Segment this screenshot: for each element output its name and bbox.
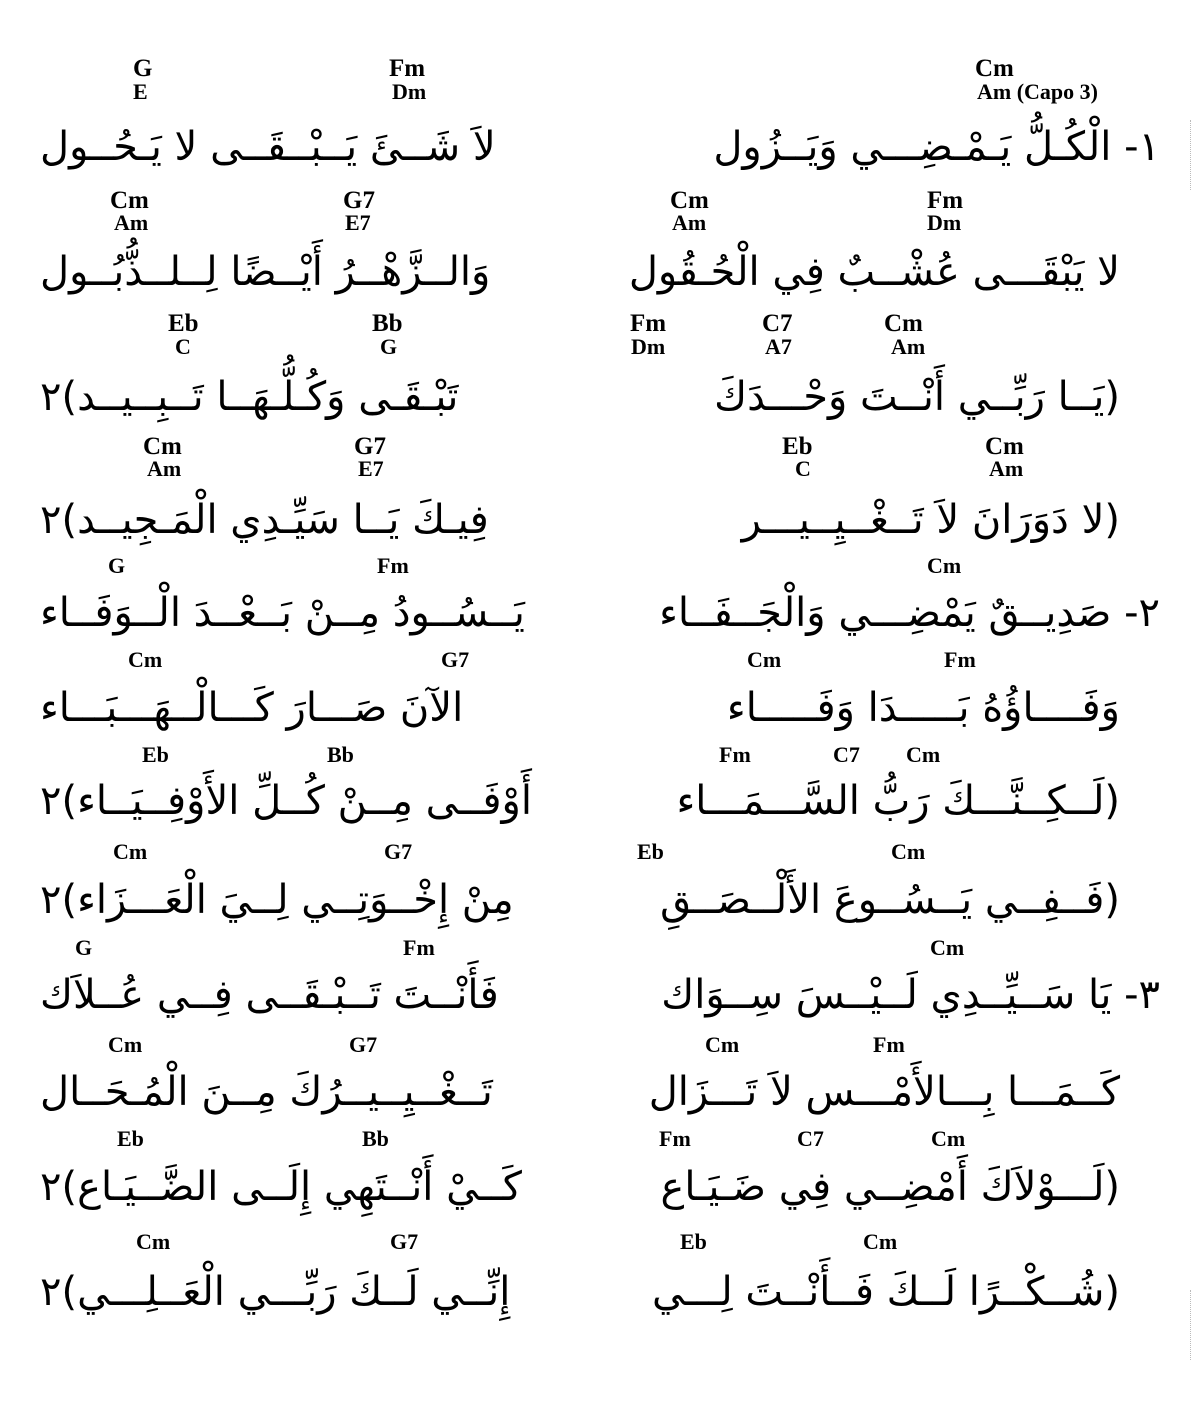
chord: Bb bbox=[372, 310, 403, 337]
lyric-line: الآنَ صَـــارَ كَـــالْــهَـــبَـــاء bbox=[40, 685, 464, 731]
scan-mark bbox=[1190, 120, 1191, 190]
chord-alt: E7 bbox=[345, 210, 371, 235]
chord: Cm bbox=[143, 433, 182, 460]
chord: Fm bbox=[377, 553, 409, 578]
chord: Fm bbox=[630, 310, 667, 337]
chord-alt: E bbox=[133, 79, 148, 104]
chord-alt: G bbox=[380, 334, 398, 359]
chord: Eb bbox=[142, 742, 169, 767]
chord-alt: C bbox=[795, 456, 811, 481]
lyric-line: لا يَبْقَـــى عُشْــبٌ فِي الْحُـقُول bbox=[628, 249, 1120, 295]
lyric-line: كَــيْ أَنْــتَهِي إِلَــى الضَّــيَـاع)٢ bbox=[40, 1164, 522, 1210]
chord: G7 bbox=[354, 433, 386, 460]
chord: Bb bbox=[327, 742, 354, 767]
chord-alt: Am bbox=[147, 456, 182, 481]
chord: G bbox=[75, 935, 93, 960]
chord: G bbox=[133, 55, 153, 82]
chord: Eb bbox=[680, 1229, 707, 1254]
lyric-line: (يَــا رَبِّــي أَنْــتَ وَحْـــدَكَ bbox=[714, 374, 1120, 420]
lyric-line: أَوْفَــى مِــنْ كُــلِّ الأَوْفِــيَــاء)٢ bbox=[40, 778, 532, 824]
chord: Cm bbox=[930, 935, 965, 960]
chord-alt: E7 bbox=[358, 456, 384, 481]
chord: Cm bbox=[891, 839, 926, 864]
chord: G7 bbox=[390, 1229, 419, 1254]
lyric-line: ٢- صَدِيــقٌ يَمْضِـــي وَالْجَــفَــاء bbox=[659, 590, 1160, 636]
chord: Cm bbox=[113, 839, 148, 864]
chord: Eb bbox=[168, 310, 199, 337]
chord: Cm bbox=[975, 55, 1014, 82]
chord-alt: A7 bbox=[765, 334, 792, 359]
lyric-line: مِنْ إِخْــوَتِــي لِــيَ الْعَـــزَاء)٢ bbox=[40, 877, 514, 923]
lyric-line: (فَــفِــي يَــسُــوعَ الأَلْــصَــقِ bbox=[660, 877, 1120, 923]
chord-alt: Am bbox=[672, 210, 707, 235]
chord: Cm bbox=[670, 187, 709, 214]
chord: Cm bbox=[985, 433, 1024, 460]
chord: Fm bbox=[927, 187, 964, 214]
lyric-line: (شُــكْــرًا لَــكَ فَــأَنْــتَ لِـــي bbox=[651, 1269, 1120, 1315]
lyric-line: إِنِّــي لَــكَ رَبِّـــي الْعَــلِـــي)٢ bbox=[40, 1269, 511, 1315]
chord: Fm bbox=[389, 55, 426, 82]
lyric-line: وَالــزَّهْــرُ أَيْــضًا لِــلــذُّبُــول bbox=[40, 249, 491, 295]
lyric-line: لاَ شَــئَ يَــبْــقَــى لا يَـحُــول bbox=[40, 124, 496, 170]
chord: Cm bbox=[110, 187, 149, 214]
lyric-line: يَــسُــودُ مِــنْ بَــعْــدَ الْــوَفَــاء bbox=[40, 590, 525, 636]
chord-alt: Dm bbox=[631, 334, 666, 359]
chord: Cm bbox=[705, 1032, 740, 1057]
chord: G7 bbox=[343, 187, 375, 214]
chord-alt: Am bbox=[891, 334, 926, 359]
chord: Fm bbox=[659, 1126, 691, 1151]
lyric-line: كَــمَـــا بِـــالأَمْـــس لاَ تَـــزَال bbox=[648, 1069, 1120, 1115]
chord: Cm bbox=[863, 1229, 898, 1254]
chord: C7 bbox=[833, 742, 860, 767]
chord: Cm bbox=[108, 1032, 143, 1057]
lyric-line: وَفَــــاؤُهُ بَـــــدَا وَفَـــــاء bbox=[726, 685, 1120, 731]
chord: Fm bbox=[873, 1032, 905, 1057]
scan-mark bbox=[1190, 1290, 1191, 1360]
lyric-line: ٣- يَا سَــيِّــدِي لَــيْــسَ سِــوَاك bbox=[661, 972, 1160, 1018]
chord-alt: Am bbox=[114, 210, 149, 235]
lyric-line: (لا دَوَرَانَ لاَ تَــغْــيِــيـــر bbox=[741, 497, 1120, 543]
lyric-line: تَبْـقَـى وَكُـلُّـهَــا تَــبِــيــد)٢ bbox=[40, 374, 459, 420]
chord: Cm bbox=[906, 742, 941, 767]
chord: G7 bbox=[441, 647, 470, 672]
chord-alt: Dm bbox=[392, 79, 427, 104]
chord: C7 bbox=[797, 1126, 824, 1151]
chord: Cm bbox=[136, 1229, 171, 1254]
lyric-line: تَــغْــيِــيــرُكَ مِــنَ الْمُـحَــال bbox=[40, 1069, 493, 1115]
chord: Fm bbox=[944, 647, 976, 672]
chord: C7 bbox=[762, 310, 793, 337]
chord: Eb bbox=[637, 839, 664, 864]
lyric-line: ١- الْكُـلُّ يَـمْـضِـــي وَيَــزُول bbox=[713, 124, 1160, 170]
chord-alt: Am bbox=[989, 456, 1024, 481]
lyric-line: فِيـكَ يَــا سَيِّـدِي الْمَـجِيــد)٢ bbox=[40, 497, 489, 543]
chord: G7 bbox=[349, 1032, 378, 1057]
lyric-line: (لَــكِــنَّـــكَ رَبُّ السَّـــمَـــاء bbox=[676, 778, 1120, 824]
chord: Eb bbox=[782, 433, 813, 460]
chord: G7 bbox=[384, 839, 413, 864]
chord-alt: Am (Capo 3) bbox=[977, 79, 1098, 104]
lyric-line: (لَـــوْلاَكَ أَمْضِــي فِي ضَـيَـاع bbox=[660, 1164, 1120, 1210]
chord: Cm bbox=[927, 553, 962, 578]
chord-alt: C bbox=[175, 334, 191, 359]
chord: Fm bbox=[403, 935, 435, 960]
chord: Bb bbox=[362, 1126, 389, 1151]
chord: Fm bbox=[719, 742, 751, 767]
lyric-line: فَأَنْــتَ تَــبْـقَــى فِــي عُــلاَك bbox=[40, 972, 499, 1018]
chord-alt: Dm bbox=[927, 210, 962, 235]
chord: Eb bbox=[117, 1126, 144, 1151]
chord: Cm bbox=[747, 647, 782, 672]
chord: G bbox=[108, 553, 126, 578]
chord: Cm bbox=[884, 310, 923, 337]
chord: Cm bbox=[128, 647, 163, 672]
chord: Cm bbox=[931, 1126, 966, 1151]
